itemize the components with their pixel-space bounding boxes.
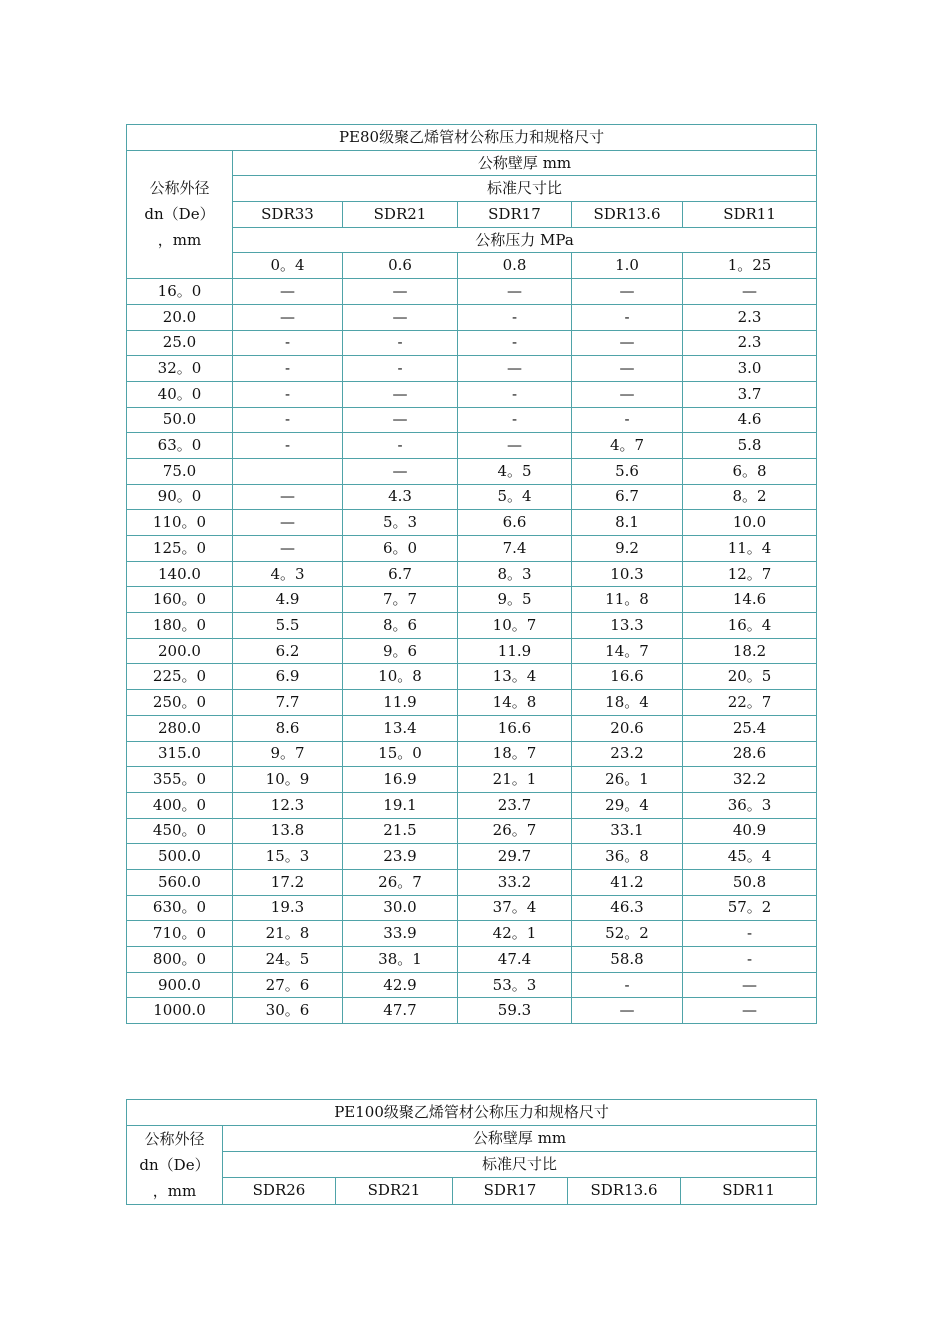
row-header-cell xyxy=(127,150,233,278)
wall-thickness-cell xyxy=(233,458,343,484)
outer-diameter-cell: 280.0 xyxy=(127,715,233,741)
wall-thickness-cell: 16。4 xyxy=(683,613,817,639)
wall-thickness-cell: 10.0 xyxy=(683,510,817,536)
wall-thickness-cell: 42。1 xyxy=(458,921,572,947)
sdr-header: SDR13.6 xyxy=(572,202,683,228)
wall-thickness-cell: — xyxy=(343,407,458,433)
wall-thickness-cell: 13.3 xyxy=(572,613,683,639)
wall-thickness-cell: 22。7 xyxy=(683,690,817,716)
table-row xyxy=(127,279,817,305)
table-row xyxy=(127,484,817,510)
wall-thickness-cell: 3.0 xyxy=(683,356,817,382)
sdr-header: SDR17 xyxy=(458,202,572,228)
wall-thickness-cell: - xyxy=(572,304,683,330)
pressure-header: 0.8 xyxy=(458,253,572,279)
wall-thickness-cell: 47.4 xyxy=(458,947,572,973)
wall-thickness-cell: - xyxy=(343,356,458,382)
wall-thickness-cell: 46.3 xyxy=(572,895,683,921)
wall-thickness-cell: 5。3 xyxy=(343,510,458,536)
wall-thickness-cell: 6。0 xyxy=(343,536,458,562)
wall-thickness-cell: - xyxy=(233,330,343,356)
wall-thickness-cell: 23.2 xyxy=(572,741,683,767)
wall-thickness-cell: — xyxy=(572,279,683,305)
sdr-label: 标准尺寸比 xyxy=(223,1151,817,1177)
wall-thickness-cell: — xyxy=(343,381,458,407)
wall-thickness-cell: - xyxy=(233,407,343,433)
wall-thickness-cell: 36。3 xyxy=(683,792,817,818)
wall-thickness-cell: — xyxy=(458,279,572,305)
wall-thickness-cell: 9。5 xyxy=(458,587,572,613)
outer-diameter-cell: 560.0 xyxy=(127,869,233,895)
wall-thickness-cell: 8。6 xyxy=(343,613,458,639)
wall-thickness-cell: 6。8 xyxy=(683,458,817,484)
table-row xyxy=(127,741,817,767)
wall-thickness-cell: — xyxy=(233,536,343,562)
pressure-header: 1.0 xyxy=(572,253,683,279)
table-row xyxy=(127,715,817,741)
wall-thickness-cell: — xyxy=(343,304,458,330)
sdr-header: SDR11 xyxy=(681,1178,817,1204)
wall-thickness-cell: 18。7 xyxy=(458,741,572,767)
wall-thickness-cell: 6.9 xyxy=(233,664,343,690)
outer-diameter-cell: 400。0 xyxy=(127,792,233,818)
table-row xyxy=(127,869,817,895)
wall-thickness-cell: 11。4 xyxy=(683,536,817,562)
wall-thickness-cell: 13.4 xyxy=(343,715,458,741)
outer-diameter-cell: 125。0 xyxy=(127,536,233,562)
wall-thickness-cell: - xyxy=(343,330,458,356)
wall-thickness-cell: 28.6 xyxy=(683,741,817,767)
outer-diameter-cell: 16。0 xyxy=(127,279,233,305)
table-row xyxy=(127,895,817,921)
table-row xyxy=(127,767,817,793)
wall-thickness-cell: 23.9 xyxy=(343,844,458,870)
sdr-label: 标准尺寸比 xyxy=(233,176,817,202)
wall-thickness-cell: 38。1 xyxy=(343,947,458,973)
wall-thickness-cell: - xyxy=(233,381,343,407)
wall-thickness-cell: 36。8 xyxy=(572,844,683,870)
wall-thickness-cell: — xyxy=(683,998,817,1024)
wall-thickness-cell: 5.6 xyxy=(572,458,683,484)
wall-thickness-cell: — xyxy=(343,458,458,484)
wall-thickness-cell: 18.2 xyxy=(683,638,817,664)
outer-diameter-cell: 75.0 xyxy=(127,458,233,484)
wall-thickness-cell: - xyxy=(572,972,683,998)
wall-thickness-cell: - xyxy=(458,330,572,356)
wall-thickness-cell: — xyxy=(233,304,343,330)
wall-thickness-cell: 52。2 xyxy=(572,921,683,947)
table-row xyxy=(127,947,817,973)
wall-thickness-cell: - xyxy=(458,381,572,407)
pressure-label: 公称压力 MPa xyxy=(233,227,817,253)
wall-thickness-cell: 4.9 xyxy=(233,587,343,613)
pressure-header: 0.6 xyxy=(343,253,458,279)
table-row xyxy=(127,381,817,407)
pressure-header: 1。25 xyxy=(683,253,817,279)
wall-thickness-cell: 26。1 xyxy=(572,767,683,793)
wall-thickness-cell: 30。6 xyxy=(233,998,343,1024)
table-row xyxy=(127,972,817,998)
wall-thickness-cell: — xyxy=(233,510,343,536)
wall-thickness-cell: - xyxy=(458,304,572,330)
sdr-header: SDR21 xyxy=(336,1178,453,1204)
sdr-header: SDR17 xyxy=(453,1178,568,1204)
wall-thickness-cell: 6.2 xyxy=(233,638,343,664)
outer-diameter-cell: 20.0 xyxy=(127,304,233,330)
wall-thickness-cell: 11。8 xyxy=(572,587,683,613)
wall-thickness-cell: 7.4 xyxy=(458,536,572,562)
wall-thickness-cell: 6.6 xyxy=(458,510,572,536)
wall-thickness-cell: 26。7 xyxy=(343,869,458,895)
wall-thickness-cell: — xyxy=(458,433,572,459)
wall-thickness-cell: 6.7 xyxy=(572,484,683,510)
table-row xyxy=(127,561,817,587)
wall-thickness-cell: 4.3 xyxy=(343,484,458,510)
wall-thickness-cell: 9.2 xyxy=(572,536,683,562)
wall-thickness-cell: 33.2 xyxy=(458,869,572,895)
wall-thickness-cell: 41.2 xyxy=(572,869,683,895)
table-row xyxy=(127,304,817,330)
wall-thickness-cell: 17.2 xyxy=(233,869,343,895)
wall-thickness-cell: 5.8 xyxy=(683,433,817,459)
outer-diameter-cell: 180。0 xyxy=(127,613,233,639)
outer-diameter-cell: 40。0 xyxy=(127,381,233,407)
wall-thickness-cell: — xyxy=(572,998,683,1024)
wall-thickness-cell: - xyxy=(572,407,683,433)
wall-thickness-cell: 2.3 xyxy=(683,304,817,330)
wall-thickness-cell: 19.3 xyxy=(233,895,343,921)
wall-thickness-cell: 24。5 xyxy=(233,947,343,973)
outer-diameter-cell: 450。0 xyxy=(127,818,233,844)
wall-thickness-cell: 40.9 xyxy=(683,818,817,844)
table-row xyxy=(127,356,817,382)
table-row xyxy=(127,844,817,870)
wall-thickness-cell: 12。7 xyxy=(683,561,817,587)
sdr-header: SDR13.6 xyxy=(568,1178,681,1204)
outer-diameter-cell: 50.0 xyxy=(127,407,233,433)
row-header-line: ，mm xyxy=(157,231,202,250)
wall-thickness-cell: 20.6 xyxy=(572,715,683,741)
table-row xyxy=(127,638,817,664)
wall-thickness-cell: 3.7 xyxy=(683,381,817,407)
pe100-table xyxy=(126,1099,817,1205)
table-row xyxy=(127,818,817,844)
table-row xyxy=(127,921,817,947)
wall-thickness-cell: — xyxy=(343,279,458,305)
wall-thickness-cell: 16.9 xyxy=(343,767,458,793)
wall-thickness-cell: 58.8 xyxy=(572,947,683,973)
wall-thickness-cell: 11.9 xyxy=(458,638,572,664)
wall-thickness-cell: — xyxy=(572,381,683,407)
wall-thickness-cell: 5.5 xyxy=(233,613,343,639)
table-title: PE80级聚乙烯管材公称压力和规格尺寸 xyxy=(127,125,817,151)
wall-thickness-cell: 10.3 xyxy=(572,561,683,587)
wall-thickness-cell: 8。3 xyxy=(458,561,572,587)
table-row xyxy=(127,664,817,690)
wall-thickness-cell: 11.9 xyxy=(343,690,458,716)
wall-thickness-cell: 2.3 xyxy=(683,330,817,356)
wall-thickness-cell: 30.0 xyxy=(343,895,458,921)
wall-thickness-cell: 19.1 xyxy=(343,792,458,818)
table-title: PE100级聚乙烯管材公称压力和规格尺寸 xyxy=(127,1100,817,1126)
wall-thickness-cell: 10。8 xyxy=(343,664,458,690)
wall-thickness-cell: 32.2 xyxy=(683,767,817,793)
row-header-line: 公称外径 xyxy=(144,1129,205,1148)
row-header-line: ，mm xyxy=(152,1181,197,1200)
wall-thickness-cell: 53。3 xyxy=(458,972,572,998)
wall-thickness-cell: 14.6 xyxy=(683,587,817,613)
table-row xyxy=(127,433,817,459)
wall-thickness-cell: 12.3 xyxy=(233,792,343,818)
table-row xyxy=(127,458,817,484)
outer-diameter-cell: 225。0 xyxy=(127,664,233,690)
wall-thickness-cell: 4。3 xyxy=(233,561,343,587)
wall-thickness-header: 公称壁厚 mm xyxy=(233,150,817,176)
table-row xyxy=(127,587,817,613)
table-row xyxy=(127,998,817,1024)
wall-thickness-cell: — xyxy=(683,279,817,305)
wall-thickness-cell: 4。5 xyxy=(458,458,572,484)
wall-thickness-cell: 57。2 xyxy=(683,895,817,921)
wall-thickness-cell: 4。7 xyxy=(572,433,683,459)
wall-thickness-cell: 7。7 xyxy=(343,587,458,613)
wall-thickness-cell: 47.7 xyxy=(343,998,458,1024)
wall-thickness-cell: 10。7 xyxy=(458,613,572,639)
wall-thickness-cell: 13。4 xyxy=(458,664,572,690)
outer-diameter-cell: 90。0 xyxy=(127,484,233,510)
wall-thickness-cell: 25.4 xyxy=(683,715,817,741)
wall-thickness-cell: - xyxy=(458,407,572,433)
sdr-header: SDR11 xyxy=(683,202,817,228)
outer-diameter-cell: 355。0 xyxy=(127,767,233,793)
wall-thickness-cell: - xyxy=(683,947,817,973)
table-row xyxy=(127,792,817,818)
outer-diameter-cell: 160。0 xyxy=(127,587,233,613)
wall-thickness-cell: - xyxy=(233,433,343,459)
wall-thickness-cell: 21。1 xyxy=(458,767,572,793)
wall-thickness-cell: 8。2 xyxy=(683,484,817,510)
outer-diameter-cell: 315.0 xyxy=(127,741,233,767)
outer-diameter-cell: 630。0 xyxy=(127,895,233,921)
wall-thickness-cell: 29.7 xyxy=(458,844,572,870)
wall-thickness-cell: - xyxy=(683,921,817,947)
outer-diameter-cell: 200.0 xyxy=(127,638,233,664)
wall-thickness-cell: 16.6 xyxy=(572,664,683,690)
wall-thickness-cell: 23.7 xyxy=(458,792,572,818)
wall-thickness-cell: 13.8 xyxy=(233,818,343,844)
outer-diameter-cell: 710。0 xyxy=(127,921,233,947)
outer-diameter-cell: 25.0 xyxy=(127,330,233,356)
wall-thickness-cell: 14。8 xyxy=(458,690,572,716)
pressure-header: 0。4 xyxy=(233,253,343,279)
row-header-line: dn（De） xyxy=(144,205,215,224)
wall-thickness-cell: 27。6 xyxy=(233,972,343,998)
table-row xyxy=(127,407,817,433)
row-header-line: 公称外径 xyxy=(149,179,210,198)
sdr-header: SDR33 xyxy=(233,202,343,228)
table-row xyxy=(127,330,817,356)
wall-thickness-cell: 33.9 xyxy=(343,921,458,947)
wall-thickness-cell: - xyxy=(343,433,458,459)
wall-thickness-cell: 42.9 xyxy=(343,972,458,998)
table-row xyxy=(127,536,817,562)
wall-thickness-cell: 5。4 xyxy=(458,484,572,510)
wall-thickness-cell: 59.3 xyxy=(458,998,572,1024)
pe80-table xyxy=(126,124,817,1024)
outer-diameter-cell: 32。0 xyxy=(127,356,233,382)
wall-thickness-cell: 15。3 xyxy=(233,844,343,870)
wall-thickness-cell: 16.6 xyxy=(458,715,572,741)
wall-thickness-cell: — xyxy=(233,484,343,510)
wall-thickness-cell: 15。0 xyxy=(343,741,458,767)
table-row xyxy=(127,690,817,716)
outer-diameter-cell: 900.0 xyxy=(127,972,233,998)
row-header-cell xyxy=(127,1125,223,1204)
wall-thickness-cell: 37。4 xyxy=(458,895,572,921)
wall-thickness-cell: 14。7 xyxy=(572,638,683,664)
wall-thickness-header: 公称壁厚 mm xyxy=(223,1125,817,1151)
wall-thickness-cell: 33.1 xyxy=(572,818,683,844)
wall-thickness-cell: — xyxy=(233,279,343,305)
sdr-header: SDR21 xyxy=(343,202,458,228)
wall-thickness-cell: 9。6 xyxy=(343,638,458,664)
wall-thickness-cell: 8.1 xyxy=(572,510,683,536)
wall-thickness-cell: 21。8 xyxy=(233,921,343,947)
wall-thickness-cell: 18。4 xyxy=(572,690,683,716)
table-row xyxy=(127,613,817,639)
outer-diameter-cell: 63。0 xyxy=(127,433,233,459)
wall-thickness-cell: 20。5 xyxy=(683,664,817,690)
wall-thickness-cell: 8.6 xyxy=(233,715,343,741)
wall-thickness-cell: — xyxy=(572,330,683,356)
sdr-header: SDR26 xyxy=(223,1178,336,1204)
wall-thickness-cell: - xyxy=(233,356,343,382)
wall-thickness-cell: 50.8 xyxy=(683,869,817,895)
wall-thickness-cell: 6.7 xyxy=(343,561,458,587)
wall-thickness-cell: 10。9 xyxy=(233,767,343,793)
wall-thickness-cell: — xyxy=(458,356,572,382)
wall-thickness-cell: — xyxy=(572,356,683,382)
wall-thickness-cell: — xyxy=(683,972,817,998)
wall-thickness-cell: 26。7 xyxy=(458,818,572,844)
wall-thickness-cell: 4.6 xyxy=(683,407,817,433)
wall-thickness-cell: 29。4 xyxy=(572,792,683,818)
wall-thickness-cell: 9。7 xyxy=(233,741,343,767)
table-row xyxy=(127,510,817,536)
wall-thickness-cell: 45。4 xyxy=(683,844,817,870)
outer-diameter-cell: 110。0 xyxy=(127,510,233,536)
wall-thickness-cell: 21.5 xyxy=(343,818,458,844)
wall-thickness-cell: 7.7 xyxy=(233,690,343,716)
outer-diameter-cell: 140.0 xyxy=(127,561,233,587)
row-header-line: dn（De） xyxy=(139,1155,210,1174)
outer-diameter-cell: 250。0 xyxy=(127,690,233,716)
outer-diameter-cell: 500.0 xyxy=(127,844,233,870)
outer-diameter-cell: 1000.0 xyxy=(127,998,233,1024)
outer-diameter-cell: 800。0 xyxy=(127,947,233,973)
